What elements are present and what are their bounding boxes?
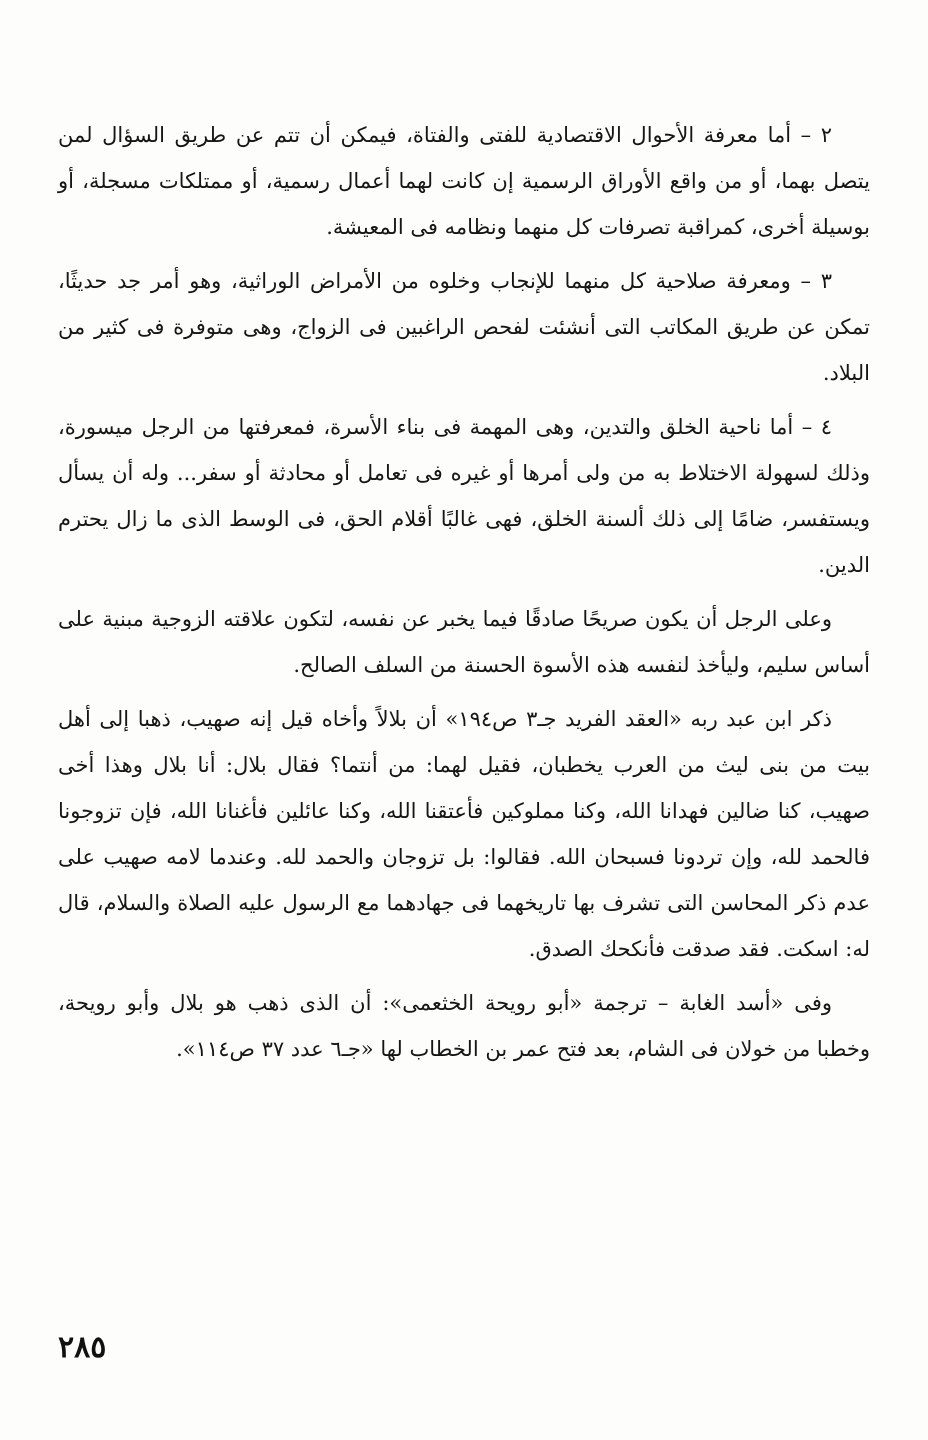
paragraph-usd-al-ghaba: وفى «أسد الغابة – ترجمة «أبو رويحة الخثعمى»: أن الذى ذهب هو بلال وأبو رويحة، وخطبا من خولان فى الشام، بعد فتح عمر بن الخطاب لها «جـ٦ عدد ٣٧ ص١١٤».	[58, 991, 870, 1061]
paragraph-character-religion: ٤ – أما ناحية الخلق والتدين، وهى المهمة فى بناء الأسرة، فمعرفتها من الرجل ميسورة، وذلك لسهولة الاختلاط به من ولى أمرها أو غيره فى تعامل أو محادثة أو سفر... وله أن يسأل ويستفسر، ضامًا إلى ذلك ألسنة الخلق، فهى غالبًا أقلام الحق، فى الوسط الذى ما زال يحترم الدين.	[58, 415, 870, 577]
page-body-text	[58, 112, 870, 1080]
page-number: ٢٨٥	[58, 1330, 107, 1365]
paragraph-health-fitness: ٣ – ومعرفة صلاحية كل منهما للإنجاب وخلوه من الأمراض الوراثية، وهو أمر جد حديثًا، تمكن عن طريق المكاتب التى أنشئت لفحص الراغبين فى الزواج، وهى متوفرة فى كثير من البلاد.	[58, 269, 870, 385]
paragraph-economic-status: ٢ – أما معرفة الأحوال الاقتصادية للفتى والفتاة، فيمكن أن تتم عن طريق السؤال لمن يتصل بهما، أو من واقع الأوراق الرسمية إن كانت لهما أعمال رسمية، أو ممتلكات مسجلة، أو بوسيلة أخرى، كمراقبة تصرفات كل منهما ونظامه فى المعيشة.	[58, 123, 870, 239]
paragraph-honesty: وعلى الرجل أن يكون صريحًا صادقًا فيما يخبر عن نفسه، لتكون علاقته الزوجية مبنية على أساس سليم، وليأخذ لنفسه هذه الأسوة الحسنة من السلف الصالح.	[58, 607, 870, 677]
paragraph-bilal-story: ذكر ابن عبد ربه «العقد الفريد جـ٣ ص١٩٤» أن بلالاً وأخاه قيل إنه صهيب، ذهبا إلى أهل بيت من بنى ليث من العرب يخطبان، فقيل لهما: من أنتما؟ فقال بلال: أنا بلال وهذا أخى صهيب، كنا ضالين فهدانا الله، وكنا مملوكين فأعتقنا الله، وكنا عائلين فأغنانا الله، فإن تزوجونا فالحمد لله، وإن تردونا فسبحان الله. فقالوا: بل تزوجان والحمد لله. وعندما لامه صهيب على عدم ذكر المحاسن التى تشرف بها تاريخهما فى جهادهما مع الرسول عليه الصلاة والسلام، قال له: اسكت. فقد صدقت فأنكحك الصدق.	[58, 707, 870, 961]
